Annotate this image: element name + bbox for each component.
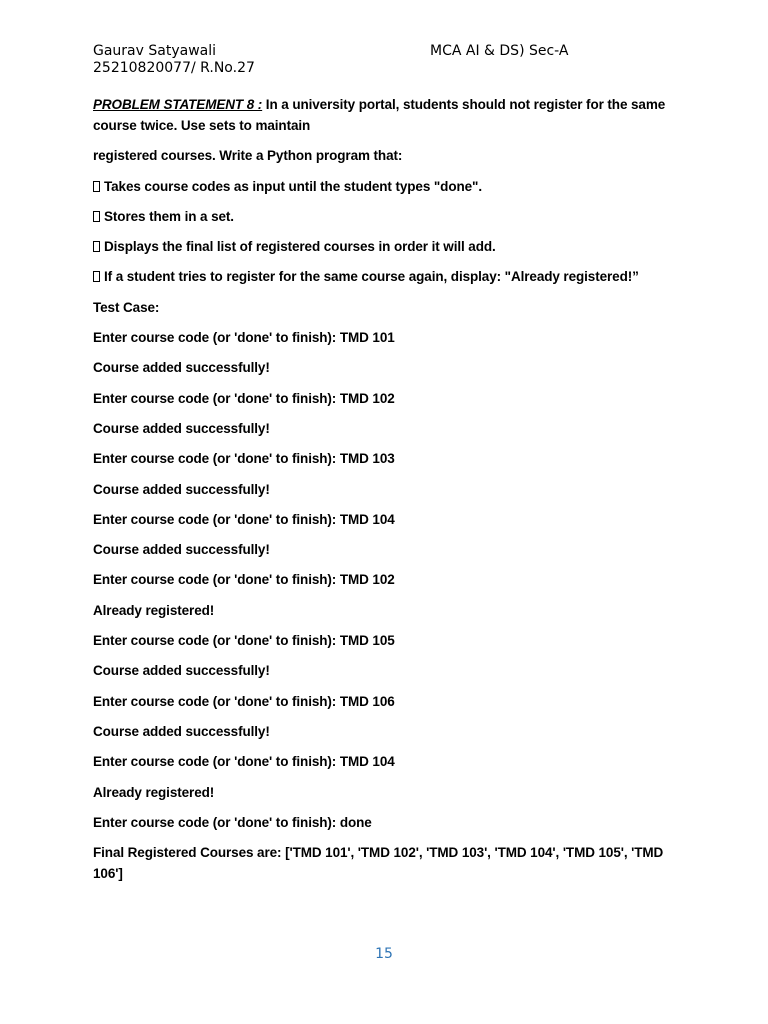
console-line: Enter course code (or 'done' to finish): TMD 102 xyxy=(93,390,395,406)
console-line: Enter course code (or 'done' to finish): TMD 105 xyxy=(93,633,395,649)
bullet-text: If a student tries to register for the same course again, display: "Already registered!” xyxy=(104,269,639,285)
problem-label: PROBLEM STATEMENT 8 : xyxy=(93,97,263,112)
course-section: MCA AI & DS) Sec-A xyxy=(430,43,569,59)
bullet-text: Stores them in a set. xyxy=(104,208,234,224)
console-line: Course added successfully! xyxy=(93,360,270,376)
console-line: Enter course code (or 'done' to finish): done xyxy=(93,814,372,830)
console-line: Already registered! xyxy=(93,602,215,618)
problem-text-continuation: registered courses. Write a Python program that: xyxy=(93,148,403,164)
missing-glyph-icon xyxy=(93,271,100,282)
roll-number: 25210820077/ R.No.27 xyxy=(93,60,255,76)
problem-statement xyxy=(93,94,683,136)
requirement-bullet xyxy=(93,206,683,227)
console-line: Enter course code (or 'done' to finish): TMD 102 xyxy=(93,572,395,588)
missing-glyph-icon xyxy=(93,181,100,192)
bullet-text: Takes course codes as input until the student types "done". xyxy=(104,178,482,194)
author-name: Gaurav Satyawali xyxy=(93,43,216,59)
console-line: Course added successfully! xyxy=(93,723,270,739)
console-line: Course added successfully! xyxy=(93,542,270,558)
page-header xyxy=(93,43,693,76)
requirement-bullet xyxy=(93,176,683,197)
missing-glyph-icon xyxy=(93,211,100,222)
console-line: Enter course code (or 'done' to finish): TMD 103 xyxy=(93,451,395,467)
console-line: Course added successfully! xyxy=(93,481,270,497)
page-number: 15 xyxy=(375,946,393,962)
console-line: Enter course code (or 'done' to finish): TMD 104 xyxy=(93,511,395,527)
header-row xyxy=(93,43,693,60)
console-line: Course added successfully! xyxy=(93,663,270,679)
document-body xyxy=(93,94,683,893)
console-line: Already registered! xyxy=(93,784,215,800)
test-case-heading: Test Case: xyxy=(93,299,160,315)
console-line: Course added successfully! xyxy=(93,420,270,436)
missing-glyph-icon xyxy=(93,241,100,252)
requirement-bullet xyxy=(93,266,683,287)
final-output-line: Final Registered Courses are: ['TMD 101', 'TMD 102', 'TMD 103', 'TMD 104', 'TMD 105', 'TMD 106'] xyxy=(93,845,664,882)
bullet-text: Displays the final list of registered courses in order it will add. xyxy=(104,239,496,255)
console-line: Enter course code (or 'done' to finish): TMD 104 xyxy=(93,754,395,770)
problem-text-line1: In a university portal, students should not register for the same course twice. Use sets to maintain xyxy=(93,97,666,133)
console-line: Enter course code (or 'done' to finish): TMD 101 xyxy=(93,330,395,346)
console-line: Enter course code (or 'done' to finish): TMD 106 xyxy=(93,693,395,709)
requirement-bullet xyxy=(93,236,683,257)
